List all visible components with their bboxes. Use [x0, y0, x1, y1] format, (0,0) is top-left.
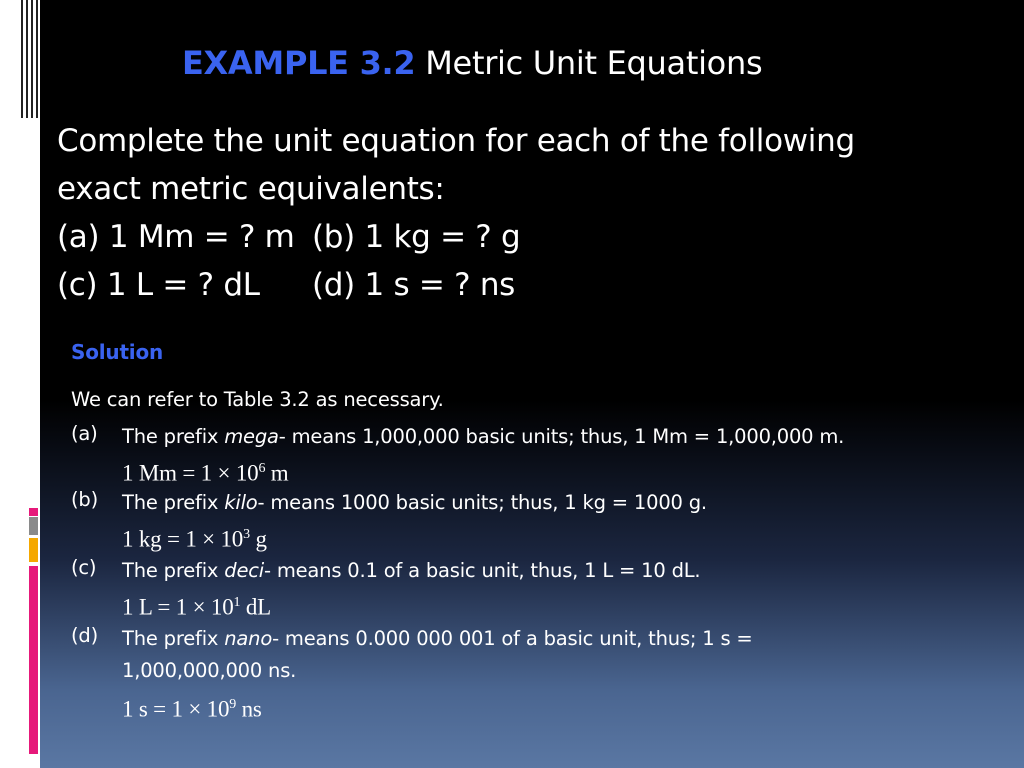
problem-line: Complete the unit equation for each of the following — [57, 123, 855, 159]
item-text: The prefix — [122, 425, 225, 448]
item-text: - means 1000 basic units; thus, 1 kg = 1000 g. — [257, 491, 707, 514]
problem-line: exact metric equivalents: — [57, 171, 445, 207]
left-decoration-strip — [0, 0, 40, 768]
unit-equation — [122, 688, 753, 727]
eq-exponent: 6 — [258, 461, 266, 476]
eq-unit: g — [249, 526, 267, 552]
solution-heading: Solution — [71, 340, 164, 364]
solution-intro: We can refer to Table 3.2 as necessary. — [71, 388, 444, 411]
problem-b: (b) 1 kg = ? g — [312, 219, 521, 255]
unit-equation — [122, 518, 707, 557]
item-label: (a) — [71, 422, 98, 445]
eq-exponent: 3 — [243, 527, 250, 542]
problem-c: (c) 1 L = ? dL — [57, 267, 260, 303]
problem-a: (a) 1 Mm = ? m — [57, 219, 295, 255]
problem-row — [57, 261, 855, 309]
item-text: - means 0.1 of a basic unit, thus, 1 L = 10 dL. — [263, 559, 701, 582]
item-text: - means 1,000,000 basic units; thus, 1 Mm = 1,000,000 m. — [278, 425, 845, 448]
eq-base: 1 s = 1 × 10 — [122, 696, 230, 722]
item-label: (c) — [71, 556, 97, 579]
problem-d: (d) 1 s = ? ns — [312, 267, 516, 303]
unit-equation — [122, 586, 700, 625]
prefix-name: nano — [224, 627, 273, 650]
eq-exponent: 1 — [233, 595, 241, 610]
eq-unit: ns — [236, 696, 262, 722]
slide-title — [182, 44, 762, 82]
eq-unit: m — [265, 460, 289, 486]
prefix-name: deci — [224, 559, 264, 582]
eq-unit: dL — [240, 594, 272, 620]
prefix-name: mega — [224, 425, 279, 448]
item-label: (d) — [71, 624, 98, 647]
eq-base: 1 Mm = 1 × 10 — [122, 460, 259, 486]
strip-line — [36, 0, 38, 118]
unit-equation — [122, 452, 844, 491]
item-text-continued: 1,000,000,000 ns. — [122, 659, 297, 682]
problem-row — [57, 213, 855, 261]
item-text: The prefix — [122, 559, 225, 582]
strip-line — [26, 0, 28, 118]
problem-statement — [57, 117, 855, 309]
strip-bar-grey — [29, 517, 38, 535]
prefix-name: kilo — [224, 491, 258, 514]
item-text: The prefix — [122, 491, 225, 514]
item-label: (b) — [71, 488, 98, 511]
item-text: The prefix — [122, 627, 225, 650]
eq-base: 1 L = 1 × 10 — [122, 594, 234, 620]
example-label: EXAMPLE 3.2 — [182, 44, 416, 82]
eq-base: 1 kg = 1 × 10 — [122, 526, 244, 552]
eq-exponent: 9 — [229, 697, 237, 712]
strip-line — [21, 0, 23, 118]
title-topic: Metric Unit Equations — [425, 44, 763, 82]
strip-bar-pink — [29, 508, 38, 516]
strip-bar-pink-long — [29, 566, 38, 754]
strip-line — [31, 0, 33, 118]
strip-bar-orange — [29, 538, 38, 562]
item-text: - means 0.000 000 001 of a basic unit, thus; 1 s = — [272, 627, 753, 650]
